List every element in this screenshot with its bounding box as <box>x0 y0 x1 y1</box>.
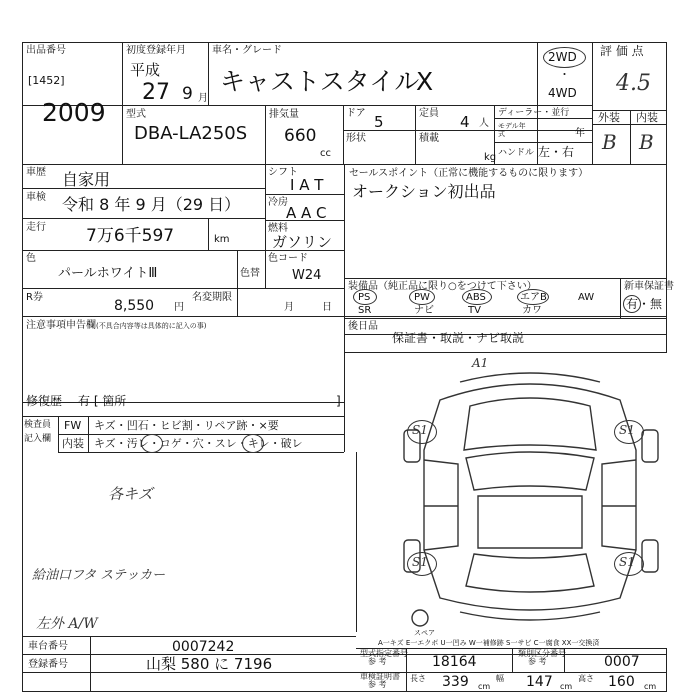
registration-month-unit: 月 <box>198 93 208 104</box>
handwritten-note-3: 左外 A/W <box>36 616 98 632</box>
model-label: 型式 <box>126 109 146 120</box>
model-year-unit: 年 <box>575 128 585 139</box>
type-cert-ref: 参 考 <box>368 657 387 666</box>
length-value: 339 <box>442 674 469 690</box>
handle-value: 左・右 <box>538 145 575 159</box>
class-value: 0007 <box>604 654 640 670</box>
extra-text: 保証書・取説・ナビ取説 <box>392 331 525 345</box>
warranty-value: 有・無 <box>626 297 663 311</box>
chassis-label: 車台番号 <box>28 641 68 652</box>
rating-interior-label: 内装 <box>636 111 658 124</box>
transfer-day: 日 <box>322 302 332 313</box>
class-ref: 参 考 <box>528 657 547 666</box>
height-label: 高さ <box>578 674 594 683</box>
plate-value: 山梨 580 に 7196 <box>146 655 273 673</box>
sales-label: セールスポイント（正常に機能するものに限ります） <box>349 168 589 179</box>
doors-value: 5 <box>374 113 384 131</box>
damage-s1-rear-right: S1 <box>619 555 635 569</box>
dimensions-ref: 参 考 <box>368 680 387 689</box>
warranty-label: 新車保証書 <box>624 281 674 292</box>
inspector-fw-items: キズ・凹石・ヒビ割・リペア跡・×要 <box>94 419 279 432</box>
recycle-unit: 円 <box>174 302 184 313</box>
registration-label: 初度登録年月 <box>126 45 186 56</box>
load-label: 積載 <box>419 133 439 144</box>
mileage-value: 7万6千597 <box>86 226 175 246</box>
class-label: 類別区分番号 <box>518 649 566 658</box>
type-cert-label: 型式指定番号 <box>360 649 408 658</box>
shift-label: シフト <box>268 167 298 178</box>
damage-s1-front-left: S1 <box>412 423 428 437</box>
usage-value: 自家用 <box>62 170 111 189</box>
equip-ps: PS <box>358 292 371 303</box>
notes-label: 注意事項申告欄 <box>26 320 96 331</box>
lot-label: 出品番号 <box>26 45 66 56</box>
equip-navi: ナビ <box>414 305 434 316</box>
registration-era: 平成 <box>130 61 161 79</box>
lot-number: 2009 <box>42 98 106 127</box>
equip-airbag: エアB <box>520 292 547 303</box>
equip-abs: ABS <box>466 292 486 303</box>
inspector-fw-label: FW <box>64 419 82 432</box>
displacement-unit: cc <box>320 148 331 159</box>
color-label: 色 <box>26 253 36 264</box>
auction-sheet <box>22 42 674 692</box>
rating-label: 評 価 点 <box>600 44 644 58</box>
rating-exterior: B <box>602 130 617 154</box>
repair-close: ] <box>336 394 341 408</box>
color-value: パールホワイトⅢ <box>58 266 158 281</box>
registration-month: 9 <box>182 84 193 104</box>
displacement-label: 排気量 <box>269 109 299 120</box>
rating-score: 4.5 <box>616 71 651 96</box>
width-label: 幅 <box>496 674 504 683</box>
ac-label: 冷房 <box>268 197 288 208</box>
inspector-interior-items: キズ・汚レ・コゲ・穴・スレ・キレ・破レ <box>94 437 303 450</box>
equip-sr: SR <box>358 305 372 316</box>
height-value: 160 <box>608 674 635 690</box>
inspector-label-2: 記入欄 <box>24 434 52 444</box>
damage-a1: A1 <box>472 356 489 370</box>
handle-label: ハンドル <box>498 148 535 158</box>
damage-legend: A一キズ E一エクボ U一凹み W一補修跡 S一サビ C一腐食 XX一交換済 <box>378 639 600 647</box>
car-damage-diagram <box>400 356 662 632</box>
ac-value: A A C <box>286 204 327 222</box>
drive-dot: ・ <box>559 68 570 81</box>
damage-s1-front-right: S1 <box>619 423 635 437</box>
doors-label: ドア <box>346 108 366 119</box>
spare-label: スペア <box>414 629 435 637</box>
length-label: 長さ <box>410 674 426 683</box>
usage-label: 車歴 <box>26 167 46 178</box>
equipment-row-2 <box>348 305 618 317</box>
recycle-label: R券 <box>26 292 43 303</box>
type-cert-value: 18164 <box>432 654 477 670</box>
width-value: 147 <box>526 674 553 690</box>
rating-interior: B <box>639 130 654 154</box>
car-label: 車名・グレード <box>212 45 282 56</box>
length-unit: cm <box>478 682 491 691</box>
equip-aw: AW <box>578 292 595 303</box>
rating-exterior-label: 外装 <box>598 111 620 124</box>
equip-leather: カワ <box>522 305 542 316</box>
mileage-unit: km <box>214 234 230 245</box>
dealer-type: ディーラー・並行 <box>498 108 570 118</box>
drive-4wd: 4WD <box>548 86 577 100</box>
model-value: DBA-LA250S <box>134 123 248 144</box>
handwritten-note-1: 各キズ <box>108 485 153 503</box>
color-change-label: 色替 <box>240 268 260 279</box>
lot-code: [1452] <box>28 74 65 87</box>
handwritten-note-2: 給油口フタ ステッカー <box>32 568 165 583</box>
inspector-interior-label: 内装 <box>62 437 84 450</box>
equipment-label: 装備品（純正品に限り○をつけて下さい） <box>348 281 537 292</box>
chassis-value: 0007242 <box>172 639 235 655</box>
height-unit: cm <box>644 682 657 691</box>
recycle-value: 8,550 <box>114 298 155 314</box>
dimensions-label: 車検証明書 <box>360 672 400 681</box>
transfer-label: 名変期限 <box>192 292 232 303</box>
inspector-label-1: 検査員 <box>24 420 52 430</box>
transfer-month: 月 <box>284 302 294 313</box>
color-code: W24 <box>292 268 322 283</box>
capacity-unit: 人 <box>479 118 489 129</box>
registration-year: 27 <box>142 80 170 105</box>
color-code-label: 色コード <box>268 253 308 264</box>
capacity-value: 4 <box>460 113 470 131</box>
load-unit: kg <box>484 152 497 163</box>
car-name: キャストスタイル <box>220 67 420 96</box>
shape-label: 形状 <box>346 133 366 144</box>
inspection-label: 車検 <box>26 192 46 203</box>
repair-label: 修復歴 <box>26 394 63 408</box>
width-unit: cm <box>560 682 573 691</box>
equip-tv: TV <box>468 305 481 316</box>
inspection-value: 令和 8 年 9 月（29 日） <box>62 195 241 214</box>
sales-text: オークション初出品 <box>352 182 496 201</box>
drive-2wd: 2WD <box>548 50 577 64</box>
plate-label: 登録番号 <box>28 659 68 670</box>
capacity-label: 定員 <box>419 108 439 119</box>
notes-sub: (不具合内容等は具体的に記入の事) <box>96 322 207 330</box>
shift-value: I A T <box>290 176 324 194</box>
displacement-value: 660 <box>284 126 317 146</box>
fuel-value: ガソリン <box>272 233 333 251</box>
equip-pw: PW <box>414 292 430 303</box>
car-grade: X <box>416 67 434 96</box>
mileage-label: 走行 <box>26 222 46 233</box>
repair-value: 有 [ 箇所 <box>78 394 127 408</box>
model-year-label: モデル年式 <box>498 122 526 138</box>
fuel-label: 燃料 <box>268 223 288 234</box>
damage-s1-rear-left: S1 <box>412 555 428 569</box>
extra-label: 後日品 <box>348 321 378 332</box>
